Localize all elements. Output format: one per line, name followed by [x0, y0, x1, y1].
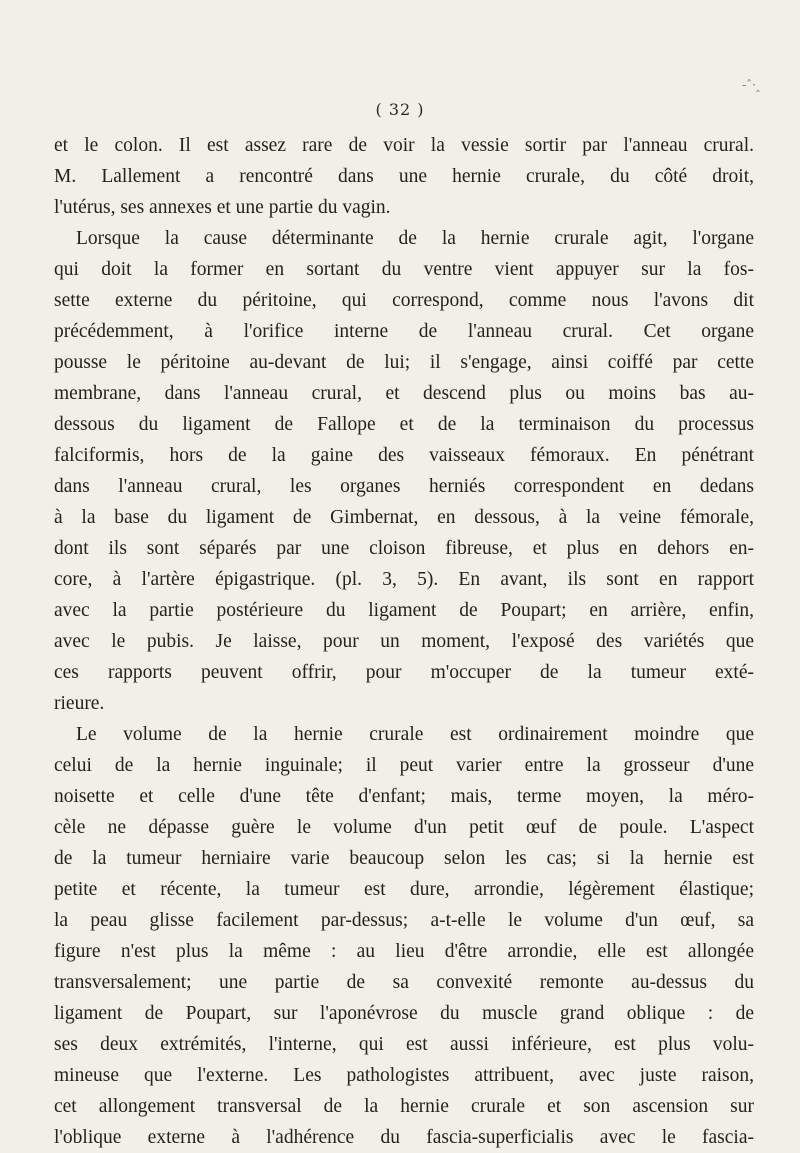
- text-line: avec la partie postérieure du ligament de Poupart; en arrière, enfin,: [54, 600, 754, 621]
- text-line: Le volume de la hernie crurale est ordinairement moindre que: [76, 724, 754, 745]
- text-line: dont ils sont séparés par une cloison fibreuse, et plus en dehors en-: [54, 538, 754, 559]
- text-line: M. Lallement a rencontré dans une hernie crurale, du côté droit,: [54, 166, 754, 187]
- text-line: falciformis, hors de la gaine des vaisseaux fémoraux. En pénétrant: [54, 445, 754, 466]
- text-line: transversalement; une partie de sa convexité remonte au-dessus du: [54, 972, 754, 993]
- text-line: l'utérus, ses annexes et une partie du vagin.: [54, 197, 391, 218]
- text-line: cet allongement transversal de la hernie crurale et son ascension sur: [54, 1096, 754, 1117]
- text-line: dans l'anneau crural, les organes herniés correspondent en dedans: [54, 476, 754, 497]
- corner-mark: -ˆ·‸: [742, 78, 760, 92]
- text-line: l'oblique externe à l'adhérence du fascia-superficialis avec le fascia-: [54, 1127, 754, 1148]
- text-line: mineuse que l'externe. Les pathologistes attribuent, avec juste raison,: [54, 1065, 754, 1086]
- text-line: Lorsque la cause déterminante de la hernie crurale agit, l'organe: [76, 228, 754, 249]
- page-number: ( 32 ): [375, 100, 425, 119]
- text-line: ces rapports peuvent offrir, pour m'occuper de la tumeur exté-: [54, 662, 754, 683]
- text-line: membrane, dans l'anneau crural, et descend plus ou moins bas au-: [54, 383, 754, 404]
- text-line: ligament de Poupart, sur l'aponévrose du muscle grand oblique : de: [54, 1003, 754, 1024]
- text-line: cèle ne dépasse guère le volume d'un petit œuf de poule. L'aspect: [54, 817, 754, 838]
- text-line: sette externe du péritoine, qui correspond, comme nous l'avons dit: [54, 290, 754, 311]
- text-line: noisette et celle d'une tête d'enfant; mais, terme moyen, la méro-: [54, 786, 754, 807]
- text-line: avec le pubis. Je laisse, pour un moment, l'exposé des variétés que: [54, 631, 754, 652]
- text-line: dessous du ligament de Fallope et de la terminaison du processus: [54, 414, 754, 435]
- text-line: petite et récente, la tumeur est dure, arrondie, légèrement élastique;: [54, 879, 754, 900]
- body-text: [54, 130, 754, 1153]
- text-line: précédemment, à l'orifice interne de l'anneau crural. Cet organe: [54, 321, 754, 342]
- text-line: de la tumeur herniaire varie beaucoup selon les cas; si la hernie est: [54, 848, 754, 869]
- text-line: ses deux extrémités, l'interne, qui est aussi inférieure, est plus volu-: [54, 1034, 754, 1055]
- text-line: figure n'est plus la même : au lieu d'être arrondie, elle est allongée: [54, 941, 754, 962]
- text-line: qui doit la former en sortant du ventre vient appuyer sur la fos-: [54, 259, 754, 280]
- text-line: celui de la hernie inguinale; il peut varier entre la grosseur d'une: [54, 755, 754, 776]
- text-line: et le colon. Il est assez rare de voir la vessie sortir par l'anneau crural.: [54, 135, 754, 156]
- text-line: rieure.: [54, 693, 105, 714]
- text-line: core, à l'artère épigastrique. (pl. 3, 5). En avant, ils sont en rapport: [54, 569, 754, 590]
- text-line: la peau glisse facilement par-dessus; a-t-elle le volume d'un œuf, sa: [54, 910, 754, 931]
- text-line: pousse le péritoine au-devant de lui; il s'engage, ainsi coiffé par cette: [54, 352, 754, 373]
- text-line: à la base du ligament de Gimbernat, en dessous, à la veine fémorale,: [54, 507, 754, 528]
